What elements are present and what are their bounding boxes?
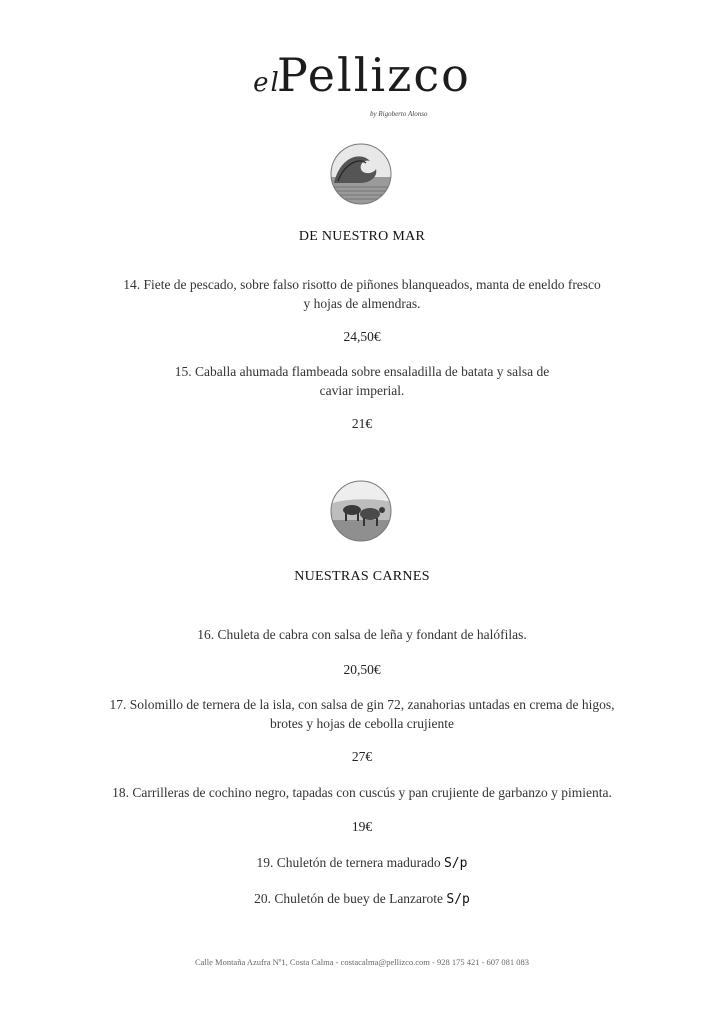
dish-15 xyxy=(60,362,664,400)
dish-17-line1: 17. Solomillo de ternera de la isla, con salsa de gin 72, zanahorias untadas en crema de higos, xyxy=(109,697,615,712)
dish-19-line1: 19. Chuletón de ternera madurado xyxy=(256,855,441,870)
wave-icon xyxy=(330,143,392,205)
dish-17 xyxy=(60,695,664,733)
dish-15-line2: caviar imperial. xyxy=(319,383,405,398)
dish-14-price: 24,50€ xyxy=(343,329,381,344)
dish-19-price: S/p xyxy=(443,856,468,871)
footer-contact: Calle Montaña Azufra Nº1, Costa Calma - costacalma@pellizco.com - 928 175 421 - 607 081 083 xyxy=(194,957,530,967)
logo-prefix: el xyxy=(253,68,281,98)
dish-14 xyxy=(60,275,664,313)
logo-name: Pellizco xyxy=(276,48,471,102)
dish-19 xyxy=(60,853,664,873)
dish-18 xyxy=(60,783,664,802)
dish-17-line2: brotes y hojas de cebolla crujiente xyxy=(269,716,455,731)
dish-16-price: 20,50€ xyxy=(343,662,381,677)
dish-20-price: S/p xyxy=(446,892,470,907)
dish-16-line1: 16. Chuleta de cabra con salsa de leña y fondant de halófilas. xyxy=(197,627,527,642)
dish-14-line1: 14. Fiete de pescado, sobre falso risotto de piñones blanqueados, manta de eneldo fresco xyxy=(123,277,601,292)
dish-18-line1: 18. Carrilleras de cochino negro, tapadas con cuscús y pan crujiente de garbanzo y pimienta. xyxy=(112,785,612,800)
brand-logo xyxy=(0,48,724,118)
goats-icon xyxy=(330,480,392,542)
dish-14-line2: y hojas de almendras. xyxy=(303,296,421,311)
logo-tagline: by Rigoberto Alonso xyxy=(370,110,428,118)
dish-16 xyxy=(60,625,664,644)
section-title-carnes: NUESTRAS CARNES xyxy=(294,569,430,584)
dish-15-price: 21€ xyxy=(351,416,373,431)
dish-15-line1: 15. Caballa ahumada flambeada sobre ensaladilla de batata y salsa de xyxy=(174,364,550,379)
dish-20-line1: 20. Chuletón de buey de Lanzarote xyxy=(254,891,444,906)
dish-17-price: 27€ xyxy=(351,749,373,764)
dish-20 xyxy=(60,889,664,909)
section-title-mar: DE NUESTRO MAR xyxy=(298,229,426,244)
logo-wordmark xyxy=(253,48,471,102)
dish-18-price: 19€ xyxy=(351,819,373,834)
